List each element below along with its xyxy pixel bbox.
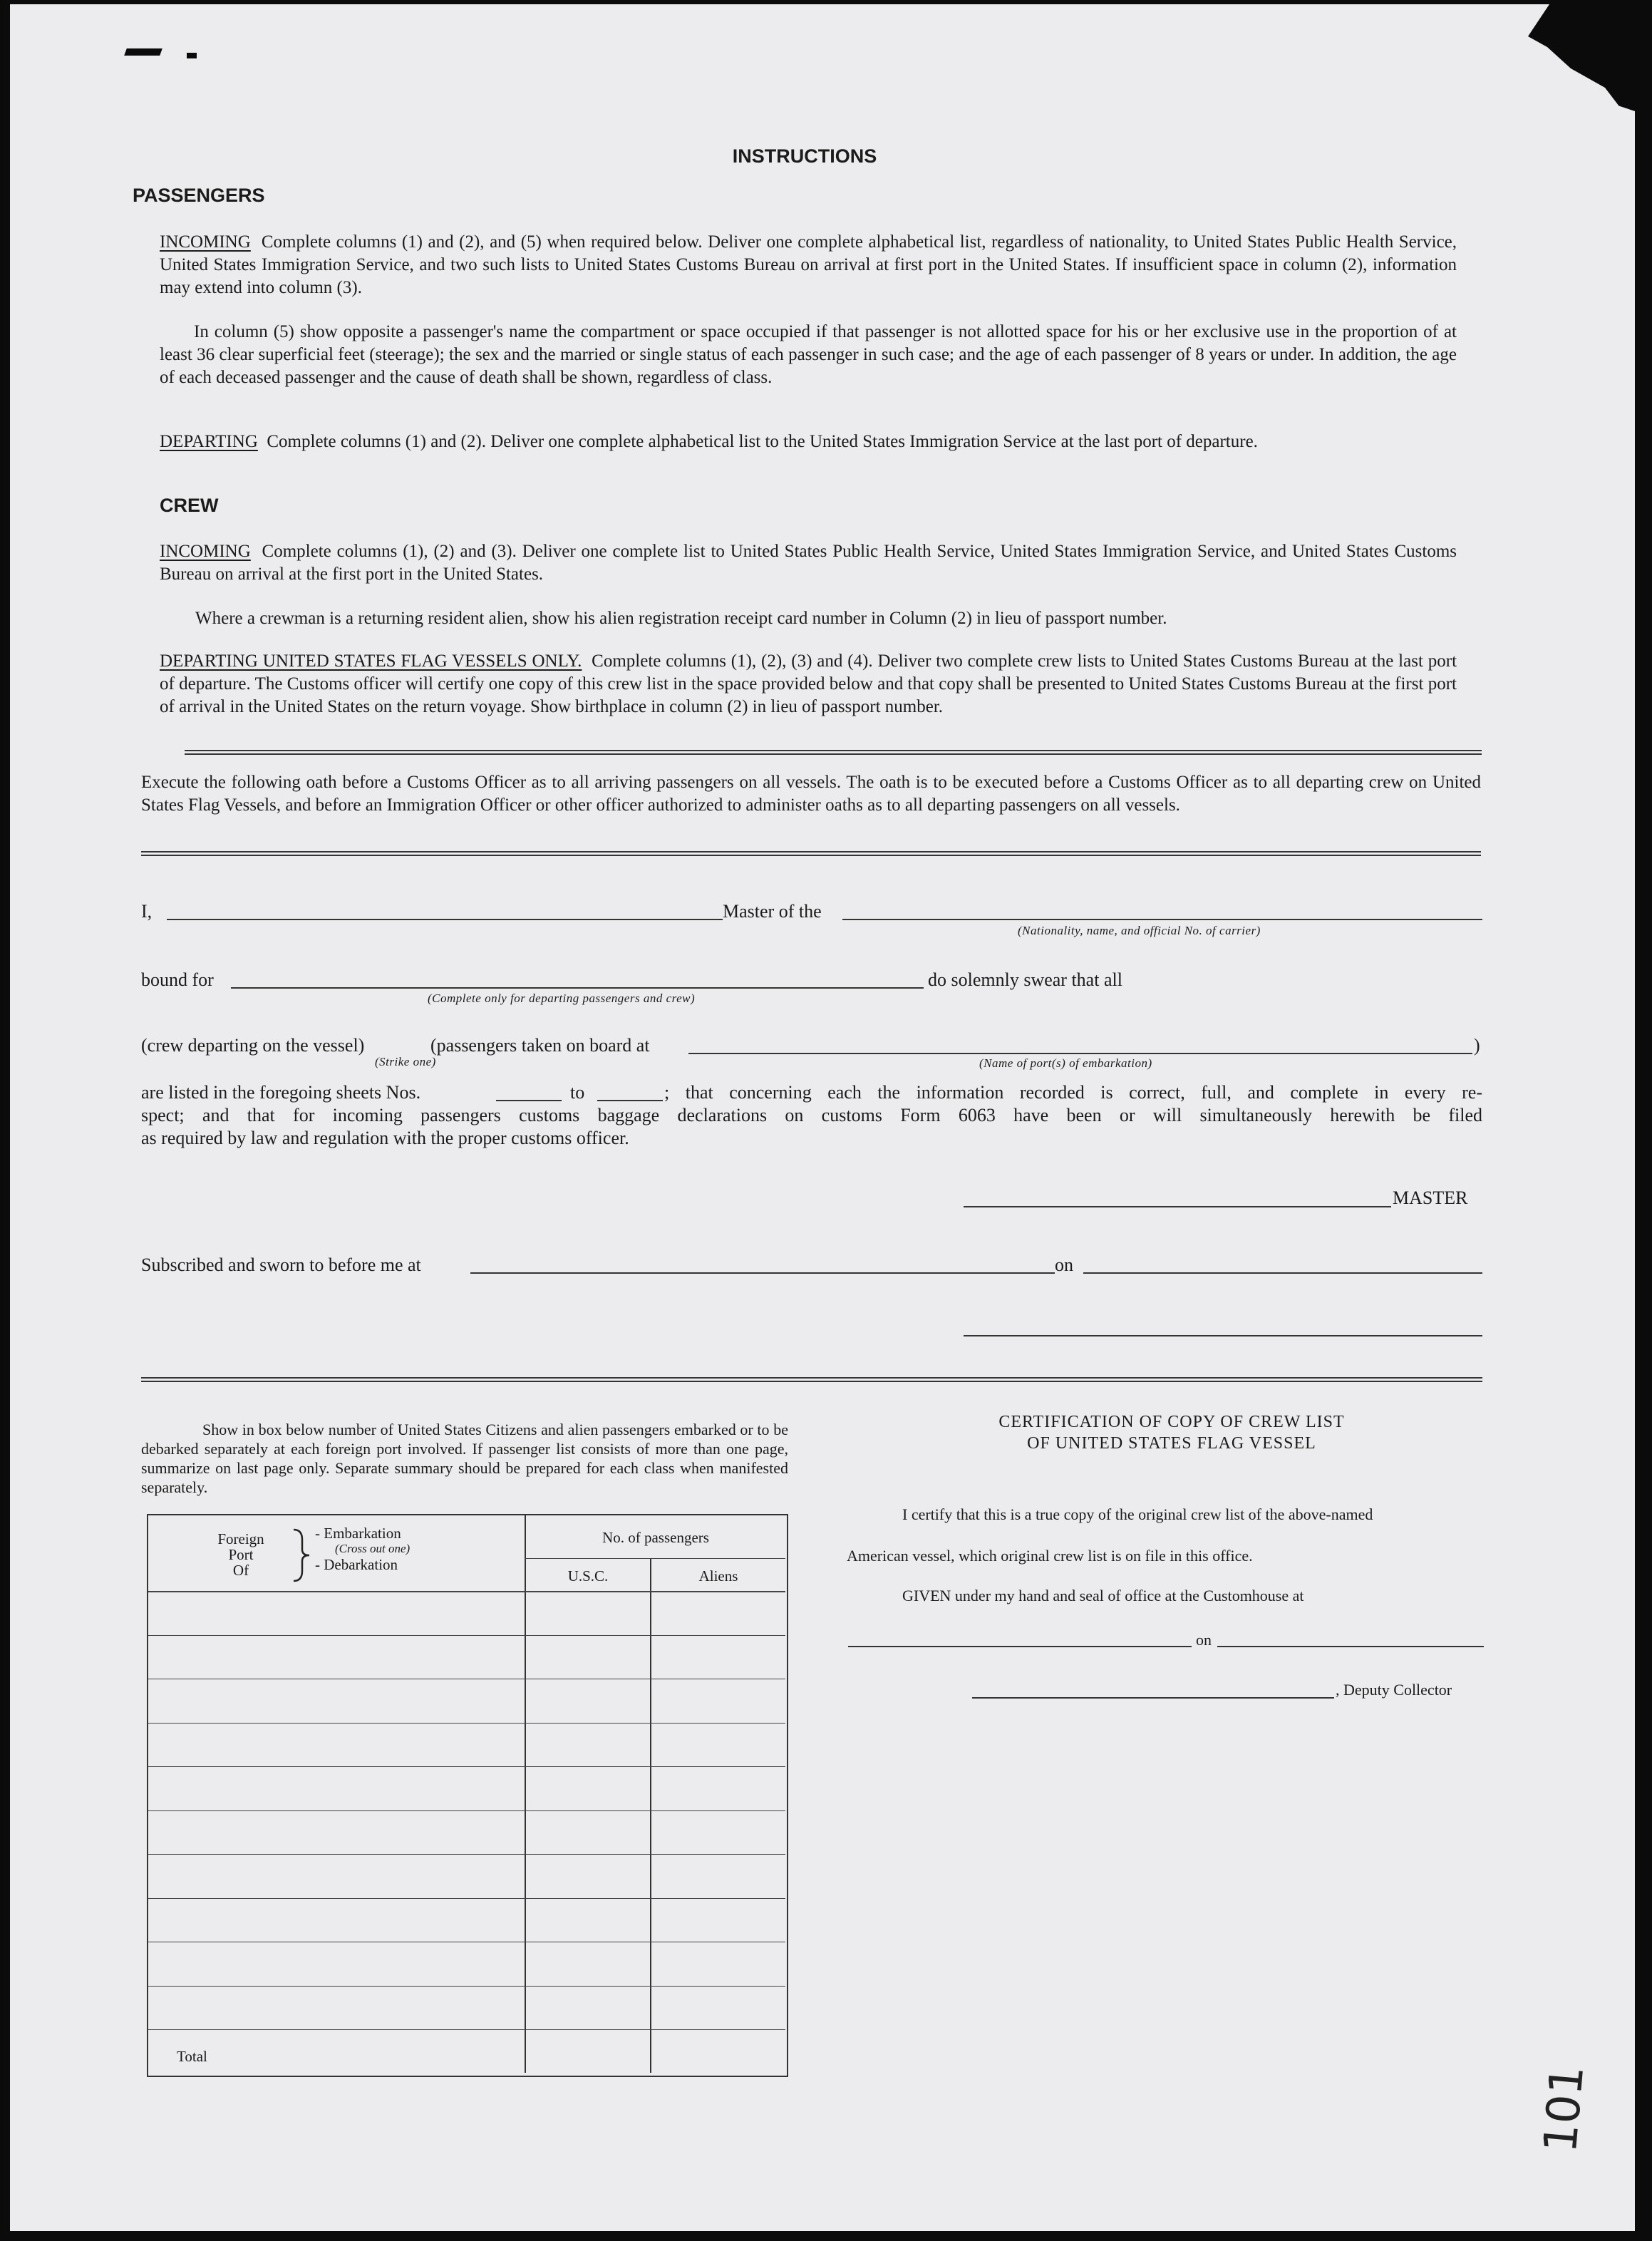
master-name-field[interactable] xyxy=(167,919,723,920)
divider xyxy=(141,851,1481,856)
cross-out-caption: (Cross out one) xyxy=(335,1542,411,1555)
customhouse-field[interactable] xyxy=(848,1646,1192,1647)
bound-for-field[interactable] xyxy=(231,987,924,989)
column5-paragraph: In column (5) show opposite a passenger's name the compartment or space occupied if that passenger is not allotted space for his or her exclusive use in the proportion of at least 36 clear superficial feet (steerage); the sex and the married or single status of each passenger in such case; and the age of each passenger of 8 years or under. In addition, the age of each deceased passenger and the cause of death shall be shown, regardless of class. xyxy=(160,322,1457,387)
crew-heading: CREW xyxy=(160,495,219,516)
i-label: I, xyxy=(141,901,153,922)
total-label: Total xyxy=(177,2048,207,2065)
crew-incoming-text: Complete columns (1), (2) and (3). Deliver one complete list to United States Public Health Service, United States Immigration Service, and United States Customs Bureau on arrival at the first port in the United States. xyxy=(160,542,1457,584)
sheet-to-field[interactable] xyxy=(597,1100,663,1101)
to-label: to xyxy=(570,1082,585,1103)
brace-icon xyxy=(291,1527,312,1584)
certification-title-1: CERTIFICATION OF COPY OF CREW LIST xyxy=(998,1413,1345,1431)
close-paren: ) xyxy=(1474,1035,1480,1056)
bound-for-label: bound for xyxy=(141,969,214,990)
form-page xyxy=(10,4,1635,2231)
oath-intro: Execute the following oath before a Customs Officer as to all arriving passengers on all vessels. The oath is to be executed before a Customs Officer as to all departing crew on United States Flag Vessels, and before an Immigration Officer or other officer authorized to administer oaths as to all departing passengers on all vessels. xyxy=(141,773,1481,815)
crew-incoming-label: INCOMING xyxy=(160,542,251,561)
scan-mark xyxy=(124,48,162,56)
sheet-from-field[interactable] xyxy=(496,1100,562,1101)
crew-departing-paragraph xyxy=(160,650,1457,718)
table-row-divider xyxy=(148,1986,785,1987)
col-foreign: Foreign xyxy=(217,1530,264,1547)
crew-resident-paragraph: Where a crewman is a returning resident alien, show his alien registration receipt card number in Column (2) in lieu of passport number. xyxy=(195,609,1167,628)
crew-departing-text: Complete columns (1), (2), (3) and (4). Deliver two complete crew lists to United States Customs Bureau at the last port of departure. The Customs officer will certify one copy of this crew list in the space provided below and that copy shall be presented to United States Customs Bureau at the first port of arrival in the United States on the return voyage. Show birthplace in column (2) in lieu of passport number. xyxy=(160,651,1457,716)
sworn-date-field[interactable] xyxy=(1083,1272,1482,1274)
passengers-incoming-paragraph xyxy=(160,231,1457,299)
carrier-caption: (Nationality, name, and official No. of carrier) xyxy=(1018,924,1261,937)
officer-signature-field[interactable] xyxy=(964,1335,1482,1336)
col-aliens: Aliens xyxy=(698,1567,738,1585)
passengers-incoming-label: INCOMING xyxy=(160,232,251,252)
embarkation-option[interactable]: - Embarkation xyxy=(315,1525,401,1542)
certification-title-2: OF UNITED STATES FLAG VESSEL xyxy=(1027,1434,1316,1453)
col-of: Of xyxy=(232,1562,249,1579)
table-row-divider xyxy=(148,1635,785,1636)
listed-suffix-1: ; that concerning each the information recorded is correct, full, and complete in every re- xyxy=(664,1082,1482,1103)
master-signature-field[interactable] xyxy=(964,1206,1391,1207)
handwritten-page-number: 101 xyxy=(1534,2063,1595,2155)
passenger-summary-table xyxy=(147,1514,788,2077)
deputy-signature-field[interactable] xyxy=(972,1697,1334,1699)
torn-corner xyxy=(1528,4,1635,111)
master-label: MASTER xyxy=(1393,1188,1468,1208)
embarkation-port-field[interactable] xyxy=(688,1053,1472,1054)
scan-mark xyxy=(187,53,197,58)
certification-date-field[interactable] xyxy=(1217,1646,1484,1647)
bound-for-caption: (Complete only for departing passengers and crew) xyxy=(428,991,696,1005)
crew-incoming-paragraph xyxy=(160,540,1457,586)
debarkation-option[interactable]: - Debarkation xyxy=(315,1556,398,1573)
sworn-place-field[interactable] xyxy=(470,1272,1055,1274)
strike-caption: (Strike one) xyxy=(375,1055,436,1068)
certification-line-1: I certify that this is a true copy of the original crew list of the above-named xyxy=(902,1505,1373,1523)
table-row-divider xyxy=(148,1854,785,1855)
table-row-divider xyxy=(148,1766,785,1767)
passengers-heading: PASSENGERS xyxy=(133,185,265,206)
passengers-incoming-text: Complete columns (1) and (2), and (5) when required below. Deliver one complete alphabetical list, regardless of nationality, to United States Public Health Service, United States Immigration Service, and two such lists to United States Customs Bureau on arrival at first port in the United States. If insufficient space in column (2), information may extend into column (3). xyxy=(160,232,1457,297)
col-usc: U.S.C. xyxy=(567,1567,609,1585)
certification-line-2: American vessel, which original crew list is on file in this office. xyxy=(847,1547,1253,1565)
certification-line-3: GIVEN under my hand and seal of office at the Customhouse at xyxy=(902,1587,1304,1604)
port-caption: (Name of port(s) of embarkation) xyxy=(979,1056,1152,1070)
table-row-divider xyxy=(148,1810,785,1811)
listed-suffix-2: spect; and that for incoming passengers customs baggage declarations on customs Form 6063 have been or will simultaneously herewith be filed xyxy=(141,1105,1482,1125)
carrier-field[interactable] xyxy=(842,919,1482,920)
crew-departing-option[interactable]: (crew departing on the vessel) xyxy=(141,1035,365,1056)
col-port: Port xyxy=(228,1546,254,1563)
listed-prefix: are listed in the foregoing sheets Nos. xyxy=(141,1082,421,1103)
swear-label: do solemnly swear that all xyxy=(928,969,1122,990)
summary-note: Show in box below number of United States Citizens and alien passengers embarked or to be debarked separately at each foreign port involved. If passenger list consists of more than one page, summarize on last page only. Separate summary should be prepared for each class when manifested separately. xyxy=(141,1421,788,1496)
table-row-divider xyxy=(148,1723,785,1724)
divider xyxy=(141,1377,1482,1382)
certification-on-label: on xyxy=(1196,1631,1212,1649)
passengers-option[interactable]: (passengers taken on board at xyxy=(430,1035,650,1056)
deputy-collector-label: , Deputy Collector xyxy=(1336,1681,1452,1699)
crew-departing-label: DEPARTING UNITED STATES FLAG VESSELS ONLY. xyxy=(160,651,582,671)
table-row-divider xyxy=(148,1898,785,1899)
sworn-on-label: on xyxy=(1055,1255,1073,1275)
subscribed-label: Subscribed and sworn to before me at xyxy=(141,1255,421,1275)
master-of-label: Master of the xyxy=(723,901,822,922)
divider xyxy=(185,750,1482,755)
instructions-title: INSTRUCTIONS xyxy=(732,145,877,167)
passengers-departing-label: DEPARTING xyxy=(160,432,258,451)
passengers-departing-paragraph xyxy=(160,431,1457,453)
passengers-departing-text: Complete columns (1) and (2). Deliver one complete alphabetical list to the United States Immigration Service at the last port of departure. xyxy=(267,432,1258,451)
listed-suffix-3: as required by law and regulation with the proper customs officer. xyxy=(141,1128,629,1148)
table-row-divider xyxy=(148,2029,785,2030)
no-of-passengers-header: No. of passengers xyxy=(602,1529,709,1546)
